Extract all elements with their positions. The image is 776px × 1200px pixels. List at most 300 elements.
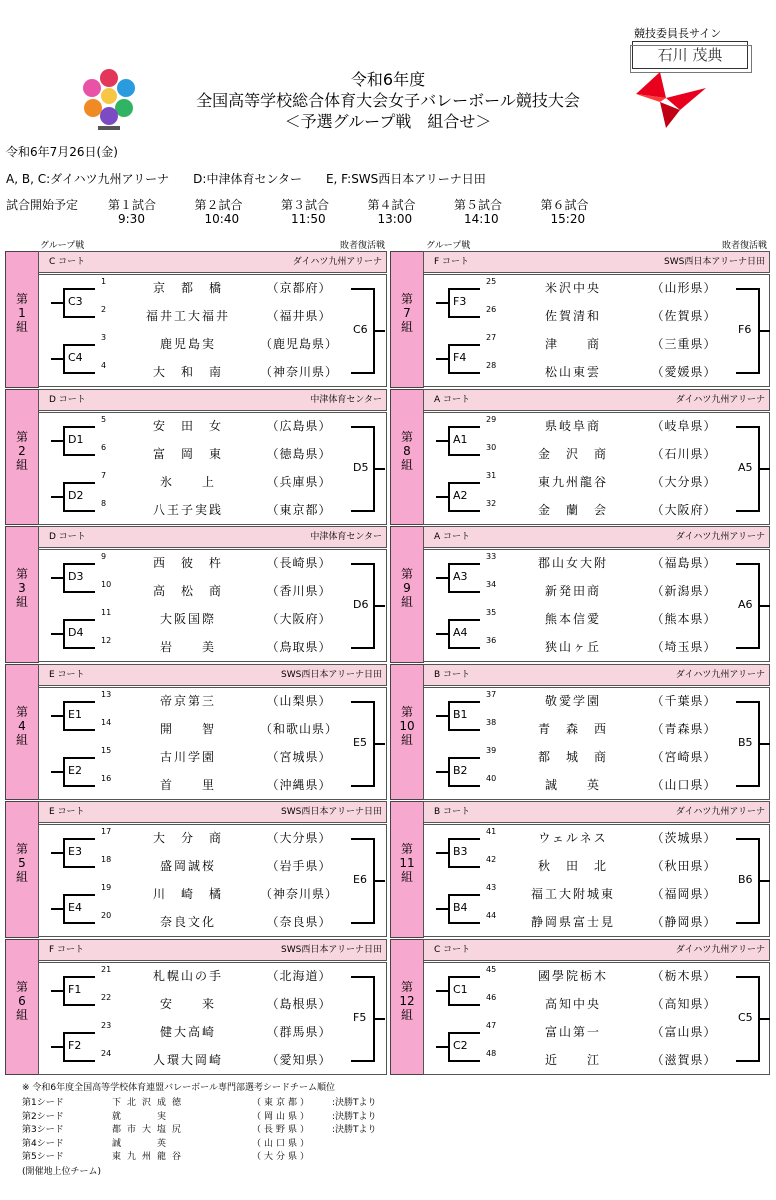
team-name: 都 城 商: [537, 749, 608, 764]
seed-remark: :決勝Tより: [332, 1125, 377, 1135]
team-name: 狭山ヶ丘: [544, 640, 601, 654]
bracket-line: [448, 426, 450, 456]
seed-rank: 第2シード: [22, 1111, 64, 1122]
team-name: 大 和 南: [152, 365, 223, 379]
bracket-line: [448, 838, 450, 868]
team-number: 15: [101, 745, 112, 755]
team-number: 26: [486, 305, 497, 314]
bracket-line: [436, 1046, 448, 1048]
bracket-line: [450, 894, 480, 896]
team-number: 20: [101, 911, 112, 920]
bracket-line: [375, 743, 385, 745]
court-header: [423, 664, 770, 686]
bracket-line: [448, 701, 450, 731]
seed-pref: （山口県）: [252, 1138, 313, 1149]
schedule-label: 試合開始予定: [6, 198, 79, 212]
bracket-line: [63, 482, 65, 512]
team-prefecture: （東京都）: [266, 502, 332, 517]
team-name: 帝京第三: [159, 693, 216, 708]
group-body: [423, 549, 770, 662]
bracket-line: [448, 894, 450, 924]
final-label: B5: [738, 735, 753, 749]
bracket-line: [450, 1032, 480, 1034]
team-name: 國學院栃木: [537, 968, 608, 983]
team-number: 10: [101, 580, 112, 589]
venue-name: ダイハツ九州アリーナ: [675, 944, 765, 955]
court-name: E コート: [49, 807, 85, 817]
team-name: 高 松 商: [152, 584, 223, 598]
venue-name: SWS西日本アリーナ日田: [281, 669, 382, 680]
team-prefecture: （大阪府）: [651, 502, 717, 517]
team-name: 福工大附城東: [530, 887, 615, 901]
team-name: 福井工大福井: [145, 309, 230, 323]
team-prefecture: （石川県）: [651, 446, 717, 461]
team-number: 46: [486, 992, 497, 1002]
team-prefecture: （宮崎県）: [651, 749, 717, 764]
match-label: C1: [453, 982, 468, 996]
match-label: E4: [68, 901, 82, 914]
group-body: [38, 274, 387, 387]
team-number: 14: [101, 717, 112, 727]
team-name: 高知中央: [544, 996, 601, 1011]
team-prefecture: （茨城県）: [651, 831, 717, 845]
match-name: 第６試合: [540, 198, 589, 212]
bracket-line: [351, 510, 373, 512]
team-prefecture: （高知県）: [651, 996, 717, 1011]
team-name: 奈良文化: [159, 915, 216, 929]
group-body: [38, 412, 387, 525]
bracket-line: [448, 288, 450, 318]
team-number: 1: [101, 277, 107, 286]
final-label: B6: [738, 873, 753, 886]
bracket-line: [63, 894, 65, 924]
team-number: 40: [486, 773, 497, 783]
group-label-text: 第 3 組: [15, 567, 28, 609]
team-number: 34: [486, 580, 497, 589]
bracket-line: [351, 288, 373, 290]
group-label-text: 第 5 組: [15, 842, 28, 884]
final-label: C5: [738, 1010, 753, 1024]
bracket-line: [736, 288, 758, 290]
bracket-line: [63, 757, 65, 787]
match-label: D4: [68, 626, 84, 639]
team-prefecture: （福井県）: [266, 309, 332, 323]
team-number: 6: [101, 442, 107, 452]
team-name: 佐賀清和: [544, 309, 601, 323]
team-name: 安 来: [159, 996, 216, 1011]
team-prefecture: （新潟県）: [651, 584, 717, 598]
match-name: 第１試合: [108, 198, 157, 212]
team-name: 富山第一: [544, 1024, 601, 1039]
group-label-text: 第 7 組: [400, 292, 413, 334]
signature: 石川 茂典: [632, 41, 748, 69]
court-name: E コート: [49, 669, 85, 680]
final-label: F5: [353, 1010, 367, 1024]
venue-name: ダイハツ九州アリーナ: [675, 532, 765, 542]
page-title: 全国高等学校総合体育大会女子バレーボール競技大会: [196, 91, 580, 110]
team-name: 秋 田 北: [537, 859, 608, 873]
bracket-line: [51, 496, 63, 498]
match-label: A1: [453, 432, 468, 446]
bracket-line: [375, 605, 385, 607]
team-name: 新発田商: [544, 584, 601, 598]
court-name: D コート: [49, 394, 86, 405]
bracket-line: [51, 577, 63, 579]
venue-name: SWS西日本アリーナ日田: [281, 807, 382, 817]
team-prefecture: （神奈川県）: [259, 887, 338, 901]
match-label: B4: [453, 901, 468, 914]
bracket-line: [736, 1060, 758, 1062]
bracket-line: [450, 563, 480, 565]
team-name: 大阪国際: [159, 612, 216, 626]
bracket-line: [436, 302, 448, 304]
team-prefecture: （沖縄県）: [266, 777, 332, 792]
group-label-text: 第 1 組: [15, 292, 28, 334]
court-header: [38, 251, 387, 273]
bracket-line: [375, 880, 385, 882]
seed-rank: 第1シード: [22, 1098, 64, 1108]
team-name: 松山東雲: [544, 365, 601, 379]
match-label: A2: [453, 488, 468, 502]
bracket-line: [65, 647, 95, 649]
team-prefecture: （神奈川県）: [259, 365, 338, 379]
court-name: A コート: [434, 532, 471, 542]
group-body: [423, 687, 770, 800]
team-prefecture: （群馬県）: [266, 1024, 332, 1039]
bracket-line: [51, 715, 63, 717]
team-name: 金 蘭 会: [537, 502, 608, 517]
team-name: 誠 英: [544, 777, 601, 792]
bracket-line: [736, 563, 758, 565]
bracket-line: [351, 701, 373, 703]
bracket-line: [450, 1060, 480, 1062]
team-prefecture: （和歌山県）: [259, 721, 338, 736]
group-label-text: 第 6 組: [15, 979, 28, 1022]
team-prefecture: （佐賀県）: [651, 309, 717, 323]
match-label: A3: [453, 570, 468, 583]
group-body: [423, 412, 770, 525]
court-name: A コート: [434, 394, 471, 405]
group-body: [38, 549, 387, 662]
bracket-line: [436, 633, 448, 635]
bracket-line: [436, 771, 448, 773]
seed-team: 下北沢成徳: [112, 1098, 188, 1108]
group-label: [390, 526, 424, 663]
team-number: 11: [101, 608, 112, 617]
bracket-line: [760, 330, 770, 332]
team-number: 47: [486, 1020, 497, 1030]
team-number: 41: [486, 827, 497, 836]
bracket-line: [450, 454, 480, 456]
bracket-line: [760, 1018, 770, 1020]
team-prefecture: （埼玉県）: [651, 640, 717, 654]
team-prefecture: （福岡県）: [651, 887, 717, 901]
match-time: 13:00: [377, 212, 413, 226]
bracket-line: [65, 894, 95, 896]
team-prefecture: （岩手県）: [266, 859, 332, 873]
final-label: C6: [353, 323, 368, 336]
group-label: [390, 939, 424, 1076]
team-number: 2: [101, 305, 107, 314]
team-name: 首 里: [159, 777, 216, 792]
match-time: 9:30: [118, 212, 145, 226]
team-prefecture: （福島県）: [651, 556, 717, 570]
bracket-line: [375, 468, 385, 470]
team-prefecture: （徳島県）: [266, 446, 332, 461]
caption-group-left: グループ戦: [40, 241, 85, 251]
match-label: F1: [68, 982, 82, 996]
match-label: D1: [68, 432, 84, 446]
team-name: 近 江: [544, 1052, 601, 1067]
match-label: E1: [68, 707, 82, 721]
team-name: 静岡県富士見: [530, 915, 615, 929]
team-prefecture: （鳥取県）: [266, 640, 332, 654]
venue-name: SWS西日本アリーナ日田: [281, 944, 382, 955]
team-number: 29: [486, 414, 497, 424]
team-name: 県岐阜商: [544, 418, 601, 433]
bracket-line: [436, 577, 448, 579]
bracket-line: [51, 1046, 63, 1048]
bracket-line: [65, 344, 95, 346]
bracket-line: [65, 482, 95, 484]
match-label: B1: [453, 707, 468, 721]
final-label: D6: [353, 598, 369, 611]
final-label: A5: [738, 460, 753, 474]
bracket-line: [65, 619, 95, 621]
match-label: B3: [453, 845, 468, 858]
team-number: 4: [101, 361, 107, 370]
team-number: 18: [101, 855, 112, 864]
team-name: 津 商: [544, 337, 601, 351]
team-name: 熊本信愛: [544, 612, 601, 626]
seed-remark: :決勝Tより: [332, 1111, 377, 1122]
seed-team: 誠 英: [112, 1138, 173, 1149]
bracket-line: [63, 426, 65, 456]
team-prefecture: （富山県）: [651, 1024, 717, 1039]
bracket-line: [436, 990, 448, 992]
venue-name: ダイハツ九州アリーナ: [675, 394, 765, 405]
bracket-line: [65, 563, 95, 565]
team-prefecture: （静岡県）: [651, 915, 717, 929]
bracket-line: [450, 757, 480, 759]
bracket-line: [436, 440, 448, 442]
bracket-line: [65, 591, 95, 593]
bracket-line: [450, 426, 480, 428]
group-label-text: 第 10 組: [399, 704, 415, 747]
team-name: 開 智: [159, 721, 216, 736]
team-name: 氷 上: [159, 474, 216, 489]
team-name: ウェルネス: [538, 831, 608, 845]
bracket-line: [351, 372, 373, 374]
bracket-line: [450, 1004, 480, 1006]
team-prefecture: （青森県）: [651, 721, 717, 736]
team-prefecture: （奈良県）: [266, 915, 332, 929]
match-label: A4: [453, 626, 468, 639]
team-prefecture: （兵庫県）: [266, 474, 332, 489]
venue-name: ダイハツ九州アリーナ: [675, 807, 765, 817]
bracket-line: [51, 771, 63, 773]
team-name: 健大高崎: [159, 1024, 216, 1039]
seed-pref: （岡山県）: [252, 1111, 313, 1122]
match-label: C3: [68, 295, 83, 308]
team-prefecture: （広島県）: [266, 418, 332, 433]
bracket-line: [65, 838, 95, 840]
bracket-line: [63, 288, 65, 318]
team-prefecture: （宮城県）: [266, 749, 332, 764]
group-label: [5, 251, 39, 388]
group-body: [423, 962, 770, 1075]
bracket-line: [448, 757, 450, 787]
team-number: 44: [486, 911, 497, 920]
seed-rank: 第4シード: [22, 1138, 64, 1149]
court-header: [38, 939, 387, 961]
match-label: B2: [453, 763, 468, 777]
bracket-line: [65, 866, 95, 868]
match-label: D2: [68, 488, 84, 502]
team-prefecture: （大分県）: [651, 474, 717, 489]
team-name: 古川学園: [159, 749, 216, 764]
final-label: F6: [738, 323, 752, 336]
team-prefecture: （三重県）: [651, 337, 717, 351]
team-name: 鹿児島実: [159, 337, 216, 351]
court-name: D コート: [49, 532, 86, 542]
match-label: C2: [453, 1038, 468, 1052]
title-year: 令和6年度: [350, 70, 426, 89]
seed-team: 都市大塩尻: [112, 1125, 188, 1135]
team-name: 青 森 西: [537, 721, 608, 736]
bracket-line: [760, 743, 770, 745]
bracket-line: [448, 563, 450, 593]
match-label: C4: [68, 351, 83, 364]
bracket-line: [450, 316, 480, 318]
team-prefecture: （愛知県）: [266, 1052, 332, 1067]
bracket-line: [736, 922, 758, 924]
team-name: 東九州龍谷: [537, 474, 608, 489]
team-prefecture: （栃木県）: [651, 968, 717, 983]
group-label-text: 第 9 組: [400, 567, 413, 609]
group-body: [38, 687, 387, 800]
team-prefecture: （鹿児島県）: [259, 337, 338, 351]
team-number: 19: [101, 883, 112, 892]
court-name: B コート: [434, 669, 471, 680]
bracket-line: [65, 729, 95, 731]
bracket-line: [65, 757, 95, 759]
group-body: [38, 962, 387, 1075]
team-name: 西 彼 杵: [152, 556, 223, 570]
match-label: E2: [68, 763, 82, 777]
caption-loser-right: 敗者復活戦: [722, 241, 768, 251]
bracket-line: [736, 976, 758, 978]
team-number: 23: [101, 1020, 112, 1030]
bracket-line: [63, 344, 65, 374]
venue-name: SWS西日本アリーナ日田: [664, 257, 765, 267]
bracket-line: [450, 729, 480, 731]
team-number: 9: [101, 552, 107, 561]
group-body: [423, 274, 770, 387]
team-name: 人環大岡崎: [152, 1052, 223, 1067]
team-name: 安 田 女: [152, 418, 223, 433]
bracket-line: [760, 468, 770, 470]
match-time: 15:20: [550, 212, 586, 226]
team-prefecture: （熊本県）: [651, 612, 717, 626]
team-name: 川 崎 橘: [152, 887, 223, 901]
seed-rank: 第3シード: [22, 1125, 64, 1135]
team-number: 32: [486, 498, 497, 508]
bracket-line: [450, 619, 480, 621]
match-label: D3: [68, 570, 84, 583]
team-number: 28: [486, 361, 497, 370]
group-label-text: 第 12 組: [399, 979, 415, 1022]
court-name: C コート: [434, 944, 471, 955]
match-time: 11:50: [291, 212, 326, 226]
match-time: 10:40: [204, 212, 240, 226]
match-name: 第５試合: [454, 198, 503, 212]
seed-team: 東九州龍谷: [112, 1152, 188, 1162]
team-prefecture: （山梨県）: [266, 693, 332, 708]
team-number: 31: [486, 470, 497, 480]
team-name: 札幌山の手: [152, 968, 223, 983]
bracket-line: [51, 990, 63, 992]
court-header: [423, 801, 770, 823]
team-prefecture: （愛媛県）: [651, 365, 717, 379]
team-name: 盛岡誠桜: [159, 859, 216, 873]
bracket-line: [375, 330, 385, 332]
team-number: 17: [101, 827, 112, 836]
bracket-line: [63, 838, 65, 868]
bracket-line: [65, 426, 95, 428]
team-prefecture: （大阪府）: [266, 612, 332, 626]
team-prefecture: （長崎県）: [266, 556, 332, 570]
seed-rank: 第5シード: [22, 1152, 64, 1162]
bracket-line: [63, 701, 65, 731]
team-prefecture: （岐阜県）: [651, 418, 717, 433]
team-number: 37: [486, 689, 497, 699]
bracket-line: [450, 344, 480, 346]
group-label: [390, 664, 424, 801]
team-name: 大 分 商: [152, 831, 223, 845]
bracket-line: [450, 510, 480, 512]
team-number: 5: [101, 414, 107, 424]
bracket-line: [351, 647, 373, 649]
court-header: [38, 389, 387, 411]
venue-name: 中津体育センター: [310, 532, 382, 542]
seed-pref: （大分県）: [252, 1152, 313, 1162]
team-number: 39: [486, 745, 497, 755]
team-prefecture: （北海道）: [266, 968, 332, 983]
host-note: (開催地上位チーム): [22, 1167, 102, 1177]
seed-note: ※ 令和6年度全国高等学校体育連盟バレーボール専門部選考シードチーム順位: [22, 1083, 335, 1093]
venue-name: ダイハツ九州アリーナ: [292, 257, 382, 267]
bracket-line: [65, 1032, 95, 1034]
court-name: F コート: [49, 944, 85, 955]
match-name: 第２試合: [194, 198, 243, 212]
bracket-line: [63, 619, 65, 649]
bracket-line: [450, 701, 480, 703]
team-number: 22: [101, 992, 112, 1002]
bracket-line: [736, 647, 758, 649]
team-prefecture: （京都府）: [266, 281, 332, 295]
seed-pref: （東京都）: [252, 1098, 313, 1108]
group-label: [5, 939, 39, 1076]
team-number: 16: [101, 773, 112, 783]
bracket-line: [51, 358, 63, 360]
court-header: [38, 664, 387, 686]
team-number: 35: [486, 608, 497, 617]
bracket-line: [351, 785, 373, 787]
team-prefecture: （大分県）: [266, 831, 332, 845]
bracket-line: [65, 288, 95, 290]
bracket-line: [450, 591, 480, 593]
